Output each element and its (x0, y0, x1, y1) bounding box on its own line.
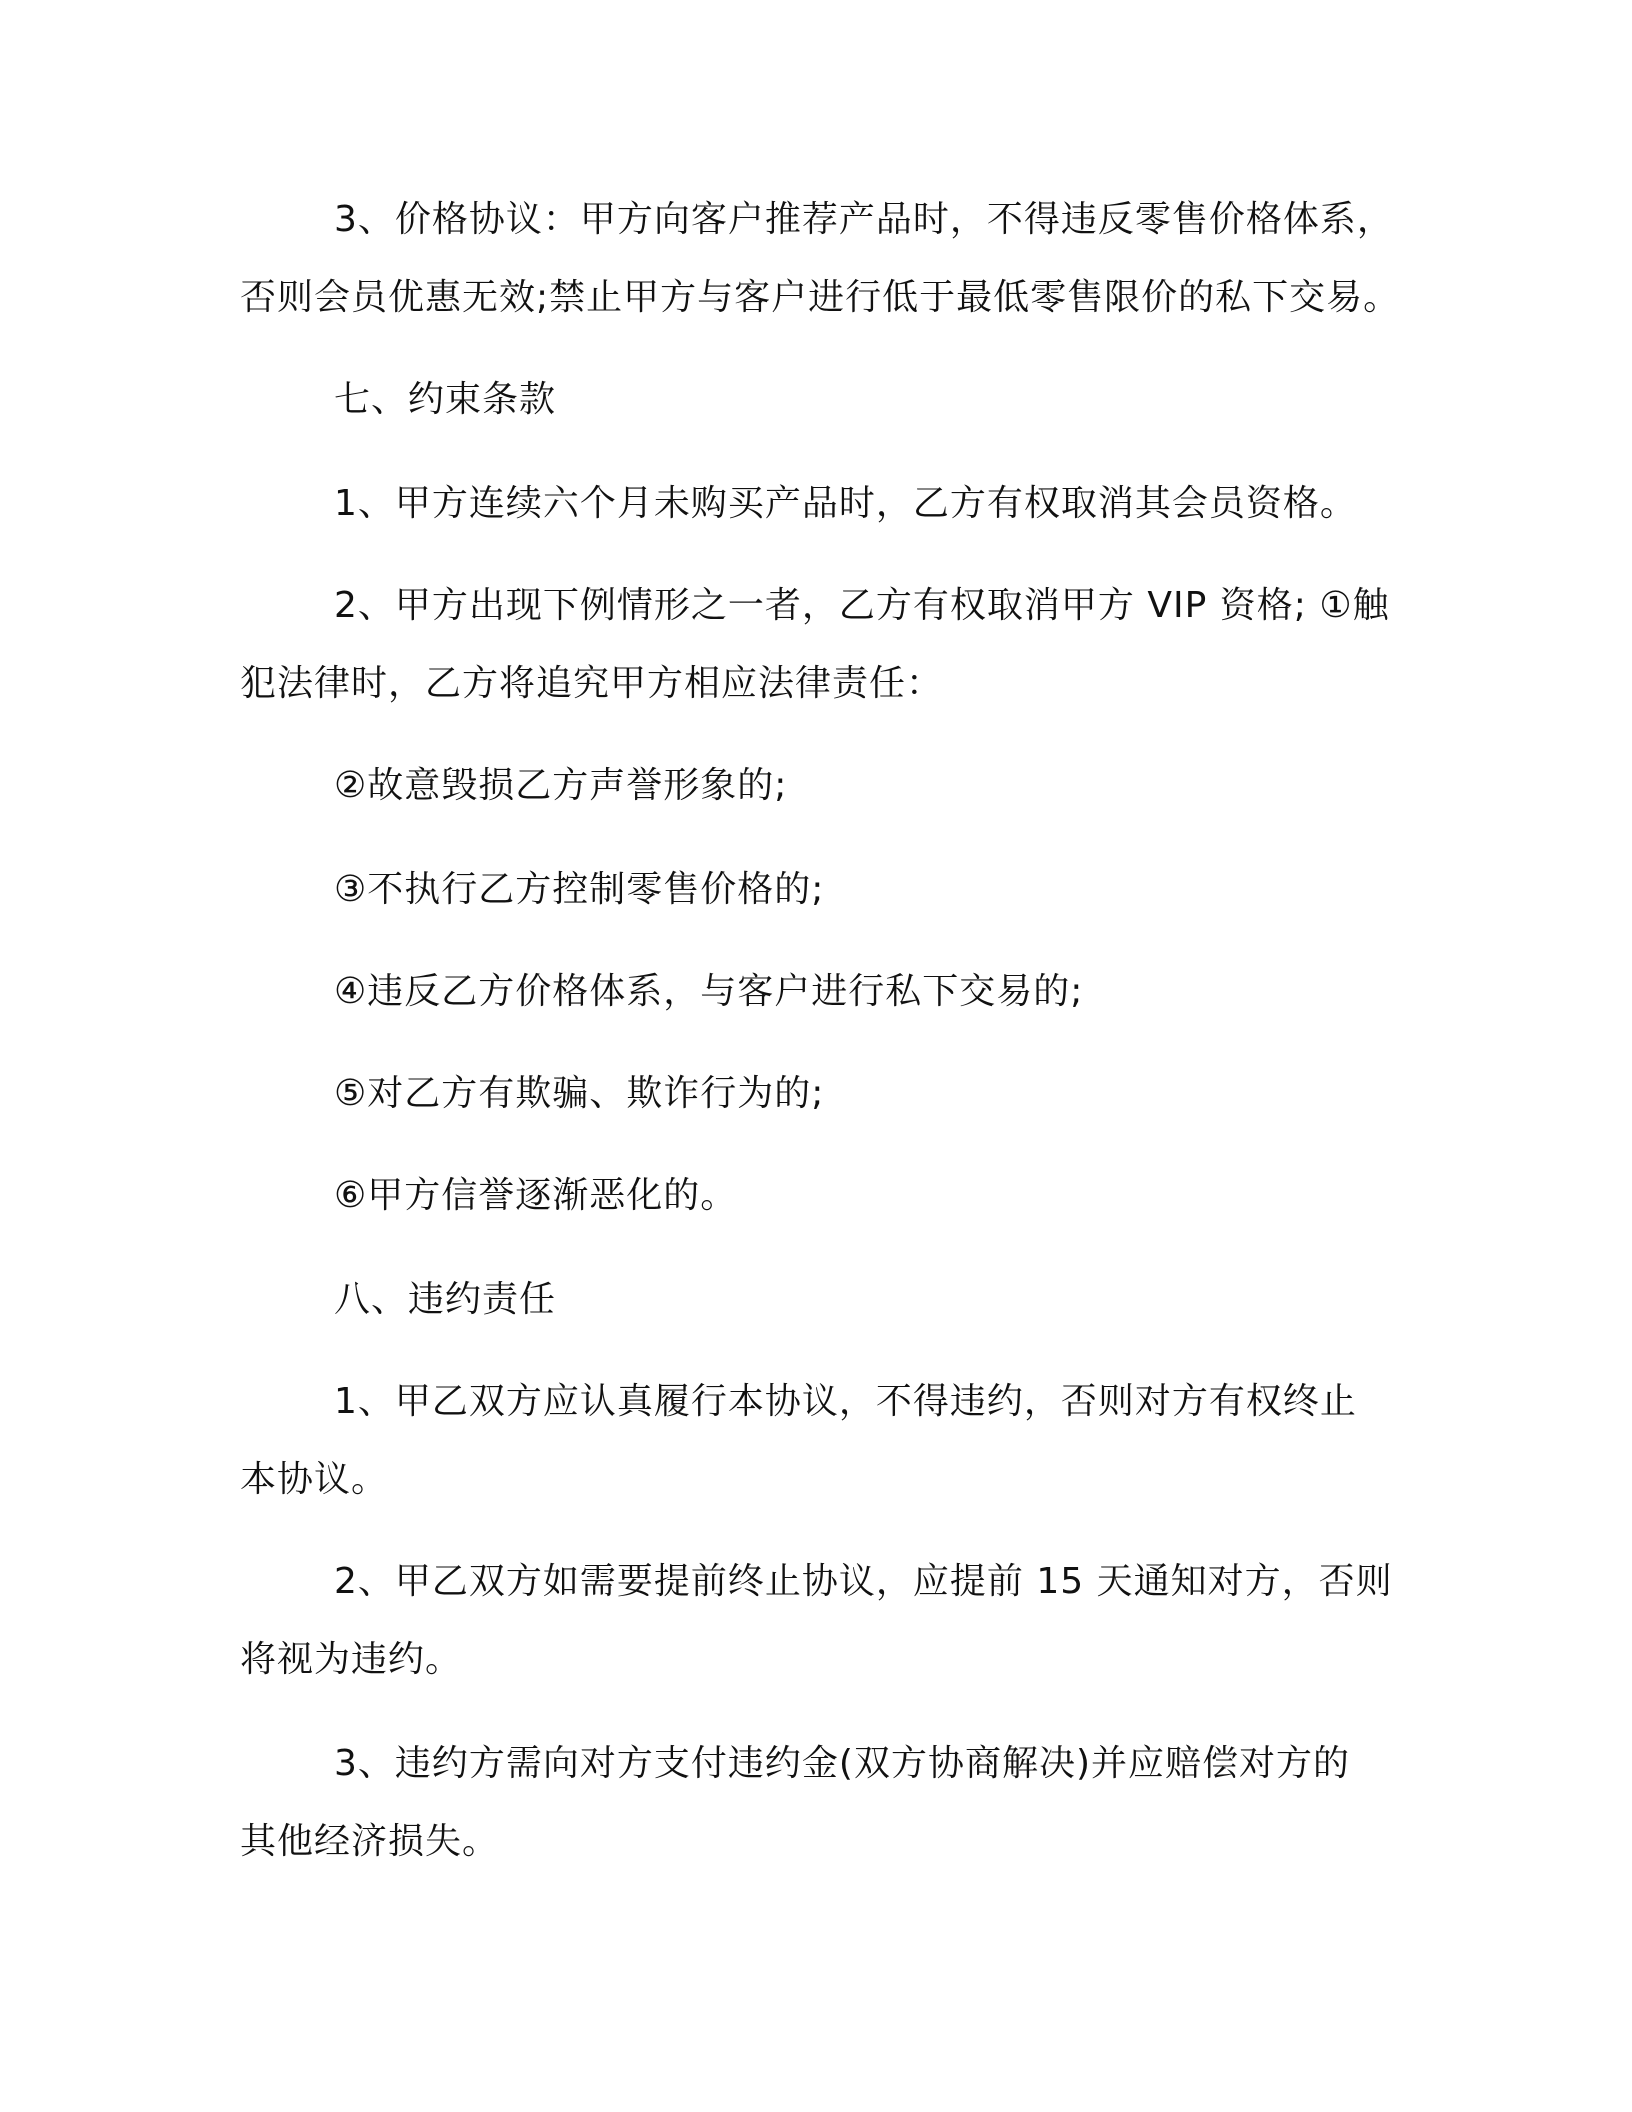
section-8-item-1-line-2: 本协议。 (240, 1459, 389, 1500)
section-8-item-1-line-1: 1、甲乙双方应认真履行本协议，不得违约，否则对方有权终止 (334, 1381, 1357, 1422)
section-8-item-2-line-2: 将视为违约。 (240, 1639, 463, 1680)
section-8-item-3-line-1: 3、违约方需向对方支付违约金(双方协商解决)并应赔偿对方的 (334, 1743, 1350, 1784)
section-8-item-3-line-2: 其他经济损失。 (240, 1821, 500, 1862)
section-7-sub-3: ③不执行乙方控制零售价格的; (334, 869, 825, 910)
section-7-sub-5: ⑤对乙方有欺骗、欺诈行为的; (334, 1073, 825, 1114)
section-7-item-1: 1、甲方连续六个月未购买产品时，乙方有权取消其会员资格。 (334, 483, 1357, 524)
section-7-sub-4: ④违反乙方价格体系，与客户进行私下交易的; (334, 971, 1084, 1012)
section-7-item-2-line-2: 犯法律时，乙方将追究甲方相应法律责任： (240, 663, 944, 704)
section-7-sub-2: ②故意毁损乙方声誉形象的; (334, 765, 788, 806)
section-7-sub-6: ⑥甲方信誉逐渐恶化的。 (334, 1175, 738, 1216)
section-7-item-2-line-1: 2、甲方出现下例情形之一者，乙方有权取消甲方 VIP 资格; ①触 (334, 585, 1390, 626)
section-7-heading: 七、约束条款 (334, 379, 557, 420)
clause-6-3-line-1: 3、价格协议：甲方向客户推荐产品时，不得违反零售价格体系， (334, 199, 1394, 240)
section-8-heading: 八、违约责任 (334, 1279, 557, 1320)
clause-6-3-line-2: 否则会员优惠无效;禁止甲方与客户进行低于最低零售限价的私下交易。 (240, 277, 1401, 318)
section-8-item-2-line-1: 2、甲乙双方如需要提前终止协议，应提前 15 天通知对方，否则 (334, 1561, 1393, 1602)
